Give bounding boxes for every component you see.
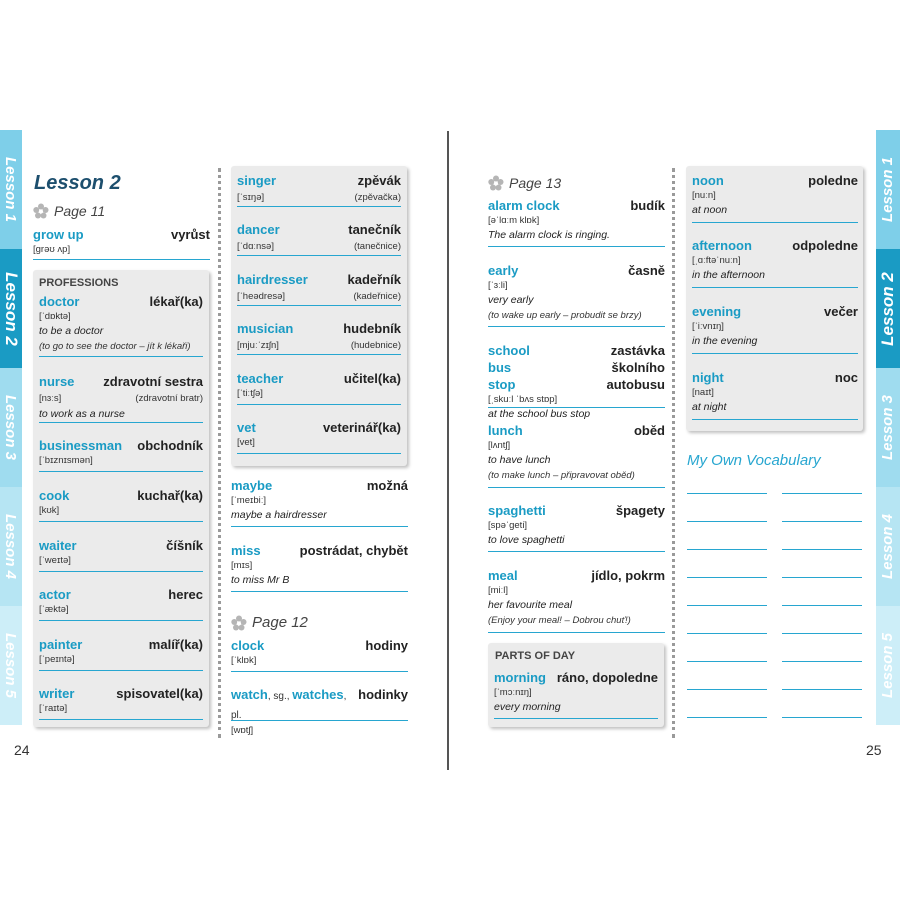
example: at noon xyxy=(692,204,728,216)
lesson-title: Lesson 2 xyxy=(34,172,121,194)
vocab-entry xyxy=(33,226,210,260)
vocab-entry xyxy=(237,320,401,355)
vocab-entry xyxy=(39,685,203,720)
example: The alarm clock is ringing. xyxy=(488,229,610,241)
czech-translation: odpoledne xyxy=(792,238,858,253)
czech-translation: spisovatel(ka) xyxy=(116,686,203,701)
example: at night xyxy=(692,401,727,413)
phonetic: [ˈraɪtə] xyxy=(39,703,68,714)
vocab-entry xyxy=(39,537,203,572)
feminine-form: (hudebnice) xyxy=(350,340,401,351)
vocab-entry xyxy=(488,197,665,247)
vocab-entry xyxy=(39,437,203,472)
vocab-entry xyxy=(39,373,203,423)
lesson-tab-3[interactable]: Lesson 3 xyxy=(876,368,900,487)
english-word: stop xyxy=(488,377,516,392)
vocab-entry xyxy=(39,586,203,621)
english-word: cook xyxy=(39,488,70,503)
english-word: afternoon xyxy=(692,238,752,253)
lesson-tab-5[interactable]: Lesson 5 xyxy=(876,606,900,725)
english-word: actor xyxy=(39,587,71,602)
plural-label: , pl. xyxy=(231,691,347,721)
phonetic: [ˈdɑːnsə] xyxy=(237,241,274,252)
phonetic: [ˈmɔːnɪŋ] xyxy=(494,687,532,698)
page-reference: Page 11 xyxy=(33,203,105,219)
phonetic: [ˈsɪŋə] xyxy=(237,192,265,203)
example: every morning xyxy=(494,701,561,713)
vocab-entry xyxy=(231,637,408,672)
example: in the evening xyxy=(692,335,758,347)
column-divider xyxy=(218,168,221,738)
english-word: grow up xyxy=(33,227,84,242)
vocab-entry xyxy=(488,567,665,633)
vocab-entry xyxy=(494,669,658,719)
vocab-entry xyxy=(488,502,665,552)
note: (to wake up early – probudit se brzy) xyxy=(488,310,642,321)
english-word: businessman xyxy=(39,438,123,453)
phonetic: [ˌɑːftəˈnuːn] xyxy=(692,255,741,266)
english-word: maybe xyxy=(231,478,273,493)
czech-translation: jídlo, pokrm xyxy=(591,568,665,583)
czech-translation: oběd xyxy=(633,423,665,438)
feminine-form: (zdravotní bratr) xyxy=(135,393,203,404)
feminine-form: (tanečnice) xyxy=(354,241,401,252)
page-reference: Page 12 xyxy=(231,614,308,631)
example: her favourite meal xyxy=(488,599,573,611)
phonetic: [naɪt] xyxy=(692,387,714,398)
vocab-entry xyxy=(237,419,401,454)
page-reference: Page 13 xyxy=(488,175,561,191)
czech-translation: budík xyxy=(630,198,665,213)
phonetic: [mɪs] xyxy=(231,560,253,571)
english-word: writer xyxy=(39,686,75,701)
vocab-entry xyxy=(39,293,203,357)
vocab-entry xyxy=(692,172,858,223)
english-word: watch xyxy=(231,687,268,702)
lesson-tab-5[interactable]: Lesson 5 xyxy=(0,606,22,725)
english-word: dancer xyxy=(237,222,280,237)
flower-icon xyxy=(33,203,49,219)
english-word: waiter xyxy=(39,538,77,553)
lesson-tabs-left xyxy=(0,130,22,725)
czech-translation: veterinář(ka) xyxy=(322,420,401,435)
english-word: painter xyxy=(39,637,83,652)
english-word: doctor xyxy=(39,294,80,309)
czech-translation: herec xyxy=(168,587,203,602)
english-word: miss xyxy=(231,543,261,558)
lesson-tab-3[interactable]: Lesson 3 xyxy=(0,368,22,487)
czech-translation: zpěvák xyxy=(357,173,401,188)
czech-translation: malíř(ka) xyxy=(148,637,203,652)
flower-icon xyxy=(231,615,247,631)
phonetic: [grəʊ ʌp] xyxy=(33,244,71,255)
czech-translation: zastávka školního xyxy=(610,343,665,375)
vocab-entry xyxy=(237,271,401,306)
phonetic: [ˈæktə] xyxy=(39,604,69,615)
phonetic: [ˈmeɪbiː] xyxy=(231,495,267,506)
english-word: hairdresser xyxy=(237,272,308,287)
phonetic: [vet] xyxy=(237,437,255,448)
english-word: noon xyxy=(692,173,724,188)
english-word: spaghetti xyxy=(488,503,546,518)
czech-translation: postrádat, chybět xyxy=(299,543,408,558)
czech-translation: noc xyxy=(834,370,858,385)
example: to love spaghetti xyxy=(488,534,565,546)
example: in the afternoon xyxy=(692,269,765,281)
english-word: meal xyxy=(488,568,518,583)
czech-translation: zdravotní sestra xyxy=(103,374,203,389)
czech-translation: číšník xyxy=(166,538,203,553)
phonetic: [ˈiːvnɪŋ] xyxy=(692,321,724,332)
phonetic: [ˈklɒk] xyxy=(231,655,257,666)
vocab-entry xyxy=(237,221,401,256)
czech-translation: večer xyxy=(824,304,858,319)
czech-translation: hodiny xyxy=(365,638,408,653)
flower-icon xyxy=(488,175,504,191)
note: (Enjoy your meal! – Dobrou chuť!) xyxy=(488,615,631,626)
phonetic: [nuːn] xyxy=(692,190,716,201)
book-spine xyxy=(447,131,449,770)
english-word: lunch xyxy=(488,423,523,438)
english-word: alarm clock xyxy=(488,198,560,213)
czech-translation: učitel(ka) xyxy=(343,371,401,386)
lesson-tabs-right xyxy=(876,130,900,725)
english-word: teacher xyxy=(237,371,284,386)
vocab-entry xyxy=(692,237,858,288)
page-number: 25 xyxy=(866,742,882,758)
lesson-tab-2-active[interactable]: Lesson 2 xyxy=(876,249,900,368)
vocab-entry xyxy=(231,686,408,736)
column-divider xyxy=(672,168,675,738)
phonetic: [spəˈgeti] xyxy=(488,520,528,531)
phonetic: [nɜːs] xyxy=(39,393,62,404)
example: to miss Mr B xyxy=(231,574,290,586)
english-word-plural: watches xyxy=(292,687,344,702)
page-number: 24 xyxy=(14,742,30,758)
vocab-entry xyxy=(39,487,203,522)
vocab-entry xyxy=(237,370,401,405)
phonetic: [kʊk] xyxy=(39,505,60,516)
lesson-tab-1[interactable]: Lesson 1 xyxy=(0,130,22,249)
phonetic: [ˈweɪtə] xyxy=(39,555,71,566)
phonetic: [ˈbɪznɪsmən] xyxy=(39,455,93,466)
czech-translation: poledne xyxy=(808,173,858,188)
phonetic: [miːl] xyxy=(488,585,509,596)
lesson-tab-4[interactable]: Lesson 4 xyxy=(876,487,900,606)
vocab-entry xyxy=(488,262,665,327)
czech-translation: časně xyxy=(628,263,665,278)
phonetic: [lʌntʃ] xyxy=(488,440,511,451)
czech-translation: lékař(ka) xyxy=(149,294,203,309)
czech-translation: kuchař(ka) xyxy=(137,488,203,503)
czech-translation: hudebník xyxy=(343,321,401,336)
phonetic: [ˈtiːtʃə] xyxy=(237,388,263,399)
singular-label: , sg., xyxy=(267,691,293,702)
section-title: PARTS OF DAY xyxy=(495,650,576,662)
english-word: nurse xyxy=(39,374,75,389)
vocab-entry xyxy=(488,422,665,488)
czech-translation: hodinky xyxy=(358,687,408,702)
czech-translation: obchodník xyxy=(137,438,203,453)
english-word: vet xyxy=(237,420,256,435)
czech-translation: možná xyxy=(366,478,408,493)
english-word: early xyxy=(488,263,519,278)
note: (to go to see the doctor – jít k lékaři) xyxy=(39,341,191,352)
section-title: PROFESSIONS xyxy=(39,277,119,289)
feminine-form: (kadeřnice) xyxy=(353,291,401,302)
example: to have lunch xyxy=(488,454,551,466)
note: (to make lunch – připravovat oběd) xyxy=(488,470,635,481)
vocab-entry xyxy=(692,369,858,420)
english-word: night xyxy=(692,370,724,385)
english-word: morning xyxy=(494,670,546,685)
example: to be a doctor xyxy=(39,325,104,337)
vocab-entry xyxy=(231,477,408,527)
czech-translation: kadeřník xyxy=(347,272,401,287)
example: very early xyxy=(488,294,534,306)
english-word: school bus xyxy=(488,343,530,375)
phonetic: [wɒtʃ] xyxy=(231,725,254,736)
phonetic: [ˈɜːli] xyxy=(488,280,508,291)
czech-translation: ráno, dopoledne xyxy=(556,670,658,685)
czech-translation: tanečník xyxy=(348,222,401,237)
vocab-entry xyxy=(237,172,401,207)
phonetic: [ˌskuːl ˈbʌs stɒp] xyxy=(488,394,558,405)
czech-translation: autobusu xyxy=(606,377,665,392)
example: to work as a nurse xyxy=(39,408,125,420)
english-word: clock xyxy=(231,638,265,653)
lesson-tab-4[interactable]: Lesson 4 xyxy=(0,487,22,606)
my-own-vocabulary-title: My Own Vocabulary xyxy=(687,452,821,469)
phonetic: [ˈdɒktə] xyxy=(39,311,71,322)
vocab-entry xyxy=(692,303,858,354)
czech-translation: špagety xyxy=(615,503,665,518)
vocab-entry xyxy=(488,342,665,420)
example: at the school bus stop xyxy=(488,408,591,420)
lesson-tab-1[interactable]: Lesson 1 xyxy=(876,130,900,249)
feminine-form: (zpěvačka) xyxy=(354,192,401,203)
vocab-entry xyxy=(231,542,408,592)
phonetic: [əˈlɑːm klɒk] xyxy=(488,215,540,226)
english-word: evening xyxy=(692,304,742,319)
phonetic: [ˈheədresə] xyxy=(237,291,286,302)
english-word: musician xyxy=(237,321,294,336)
phonetic: [mjuːˈzɪʃn] xyxy=(237,340,279,351)
vocab-entry xyxy=(39,636,203,671)
example: maybe a hairdresser xyxy=(231,509,327,521)
english-word: singer xyxy=(237,173,277,188)
phonetic: [ˈpeɪntə] xyxy=(39,654,75,665)
lesson-tab-2-active[interactable]: Lesson 2 xyxy=(0,249,22,368)
czech-translation: vyrůst xyxy=(170,227,210,242)
